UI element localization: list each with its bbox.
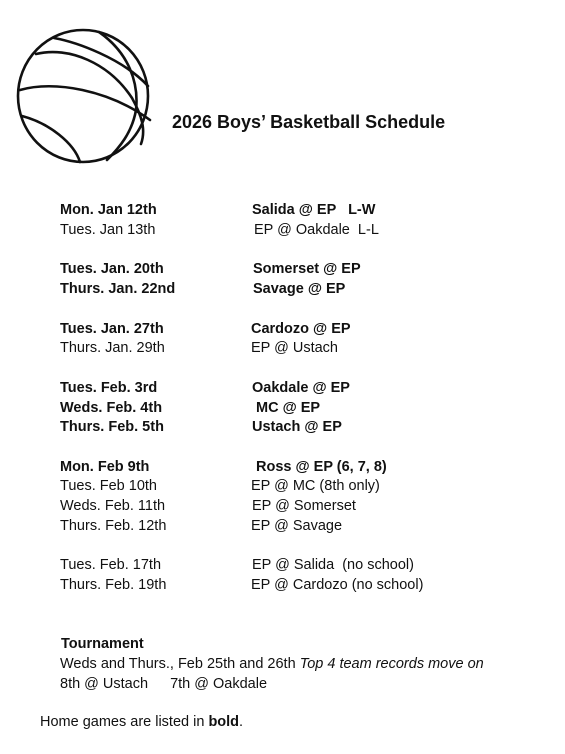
schedule-row — [0, 281, 565, 301]
game-date: Tues. Jan. 20th — [60, 261, 164, 277]
game-date: Mon. Feb 9th — [60, 459, 150, 475]
basketball-icon — [14, 28, 156, 166]
game-date: Tues. Jan. 27th — [60, 321, 164, 337]
game-date: Thurs. Jan. 29th — [60, 340, 165, 356]
game-matchup: Cardozo @ EP — [251, 321, 351, 337]
game-matchup: EP @ Salida (no school) — [252, 557, 414, 573]
tournament-game-a: 8th @ Ustach — [60, 676, 149, 692]
schedule-row — [0, 222, 565, 242]
game-date: Tues. Feb. 17th — [60, 557, 162, 573]
page-title: 2026 Boys’ Basketball Schedule — [172, 112, 446, 132]
game-date: Thurs. Feb. 5th — [60, 419, 164, 435]
schedule-row — [0, 478, 565, 498]
game-date: Thurs. Feb. 19th — [60, 577, 167, 593]
game-date: Weds. Feb. 4th — [60, 400, 163, 416]
tournament-heading: Tournament — [61, 636, 144, 652]
schedule-row — [0, 577, 565, 597]
schedule-row — [0, 498, 565, 518]
game-matchup: Oakdale @ EP — [252, 380, 350, 396]
game-matchup: EP @ Oakdale L-L — [254, 222, 379, 238]
game-date: Weds. Feb. 11th — [60, 498, 166, 514]
game-matchup: EP @ Cardozo (no school) — [251, 577, 424, 593]
game-matchup: Ustach @ EP — [252, 419, 342, 435]
game-date: Tues. Feb. 3rd — [60, 380, 158, 396]
game-matchup: EP @ Savage — [251, 518, 343, 534]
game-matchup: Salida @ EP L-W — [252, 202, 376, 218]
game-date: Mon. Jan 12th — [60, 202, 157, 218]
game-date: Tues. Jan 13th — [60, 222, 156, 238]
tournament-game-b: 7th @ Oakdale — [170, 676, 268, 692]
game-date: Thurs. Jan. 22nd — [60, 281, 176, 297]
schedule-row — [0, 202, 565, 222]
schedule-row — [0, 380, 565, 400]
game-date: Tues. Feb 10th — [60, 478, 157, 494]
schedule-row — [0, 321, 565, 341]
schedule-row — [0, 419, 565, 439]
footer-bold-word: bold — [208, 714, 240, 730]
schedule-row — [0, 518, 565, 538]
game-matchup: Somerset @ EP — [253, 261, 361, 277]
tournament-games-line — [60, 676, 267, 692]
schedule-row — [0, 557, 565, 577]
tournament-note: Top 4 team records move on — [299, 656, 484, 672]
game-matchup: MC @ EP — [256, 400, 321, 416]
schedule-row — [0, 459, 565, 479]
schedule-row — [0, 340, 565, 360]
schedule-row — [0, 400, 565, 420]
game-date: Thurs. Feb. 12th — [60, 518, 167, 534]
tournament-dates-line — [60, 656, 484, 672]
game-matchup: EP @ Somerset — [252, 498, 356, 514]
tournament-dates: Weds and Thurs., Feb 25th and 26th — [60, 656, 296, 672]
schedule-row — [0, 261, 565, 281]
game-matchup: Ross @ EP (6, 7, 8) — [256, 459, 387, 475]
footer-suffix: . — [239, 714, 244, 730]
game-matchup: Savage @ EP — [253, 281, 346, 297]
game-matchup: EP @ MC (8th only) — [251, 478, 380, 494]
game-matchup: EP @ Ustach — [251, 340, 338, 356]
footer-note — [40, 714, 243, 730]
footer-prefix: Home games are listed in — [40, 714, 209, 730]
